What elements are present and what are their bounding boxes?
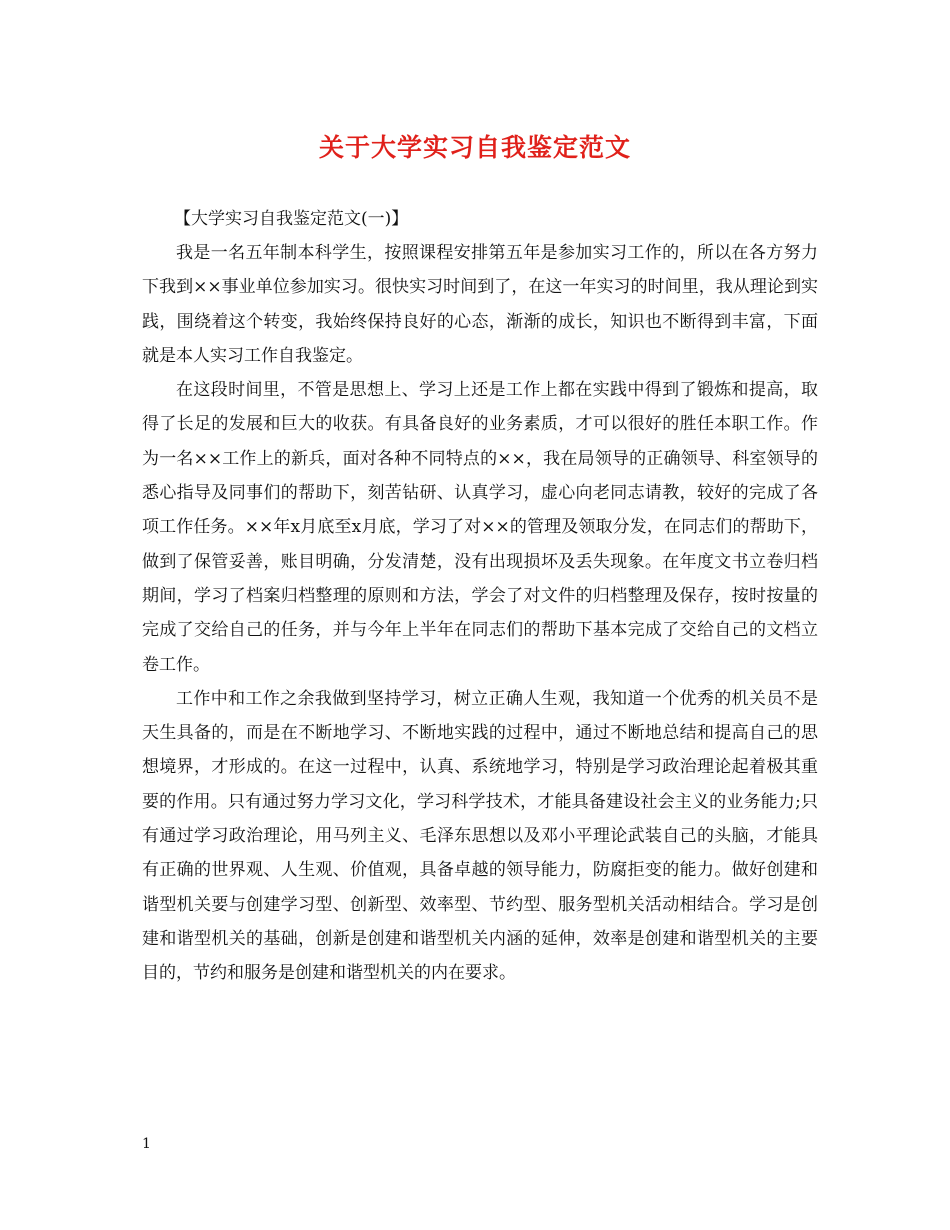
paragraph-3: 工作中和工作之余我做到坚持学习，树立正确人生观，我知道一个优秀的机关员不是天生具备的，而是在不断地学习、不断地实践的过程中，通过不断地总结和提高自己的思想境界，才形成的。在这一过程中，认真、系统地学习，特别是学习政治理论起着极其重要的作用。只有通过努力学习文化，学习科学技术，才能具备建设社会主义的业务能力;只有通过学习政治理论，用马列主义、毛泽东思想以及邓小平理论武装自己的头脑，才能具有正确的世界观、人生观、价值观，具备卓越的领导能力，防腐拒变的能力。做好创建和谐型机关要与创建学习型、创新型、效率型、节约型、服务型机关活动相结合。学习是创建和谐型机关的基础，创新是创建和谐型机关内涵的延伸，效率是创建和谐型机关的主要目的，节约和服务是创建和谐型机关的内在要求。 [142,688,818,984]
page-number: 1 [142,1136,151,1152]
document-body [142,202,818,991]
section-heading: 【大学实习自我鉴定范文(一)】 [174,209,409,229]
document-title: 关于大学实习自我鉴定范文 [318,133,631,162]
paragraph-2: 在这段时间里，不管是思想上、学习上还是工作上都在实践中得到了锻炼和提高，取得了长足的发展和巨大的收获。有具备良好的业务素质，才可以很好的胜任本职工作。作为一名××工作上的新兵，面对各种不同特点的××，我在局领导的正确领导、科室领导的悉心指导及同事们的帮助下，刻苦钻研、认真学习，虚心向老同志请教，较好的完成了各项工作任务。××年x月底至x月底，学习了对××的管理及领取分发，在同志们的帮助下，做到了保管妥善，账目明确，分发清楚，没有出现损坏及丢失现象。在年度文书立卷归档期间，学习了档案归档整理的原则和方法，学会了对文件的归档整理及保存，按时按量的完成了交给自己的任务，并与今年上半年在同志们的帮助下基本完成了交给自己的文档立卷工作。 [142,380,818,675]
paragraph-1: 我是一名五年制本科学生，按照课程安排第五年是参加实习工作的，所以在各方努力下我到××事业单位参加实习。很快实习时间到了，在这一年实习的时间里，我从理论到实践，围绕着这个转变，我始终保持良好的心态，渐渐的成长，知识也不断得到丰富，下面就是本人实习工作自我鉴定。 [142,243,818,366]
